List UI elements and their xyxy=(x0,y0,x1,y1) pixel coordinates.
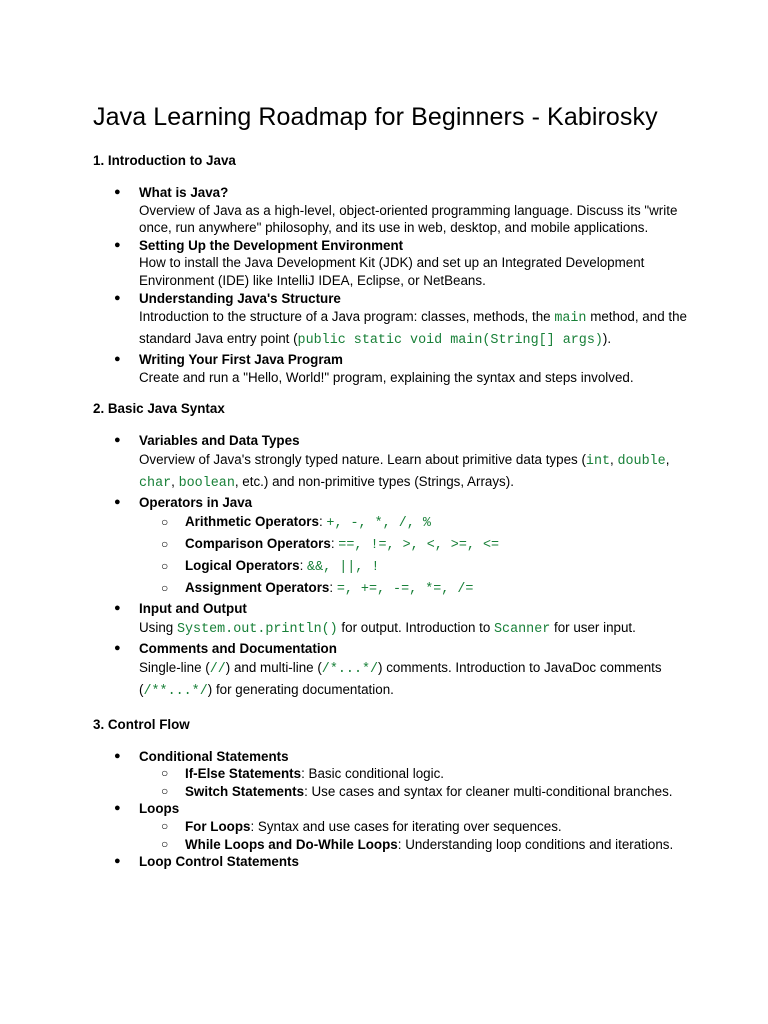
sub-item-label: Arithmetic Operators xyxy=(185,513,319,529)
item-title: Understanding Java's Structure xyxy=(139,290,341,306)
sub-list-item xyxy=(139,578,693,600)
sub-list-item xyxy=(139,765,693,783)
section-heading-introduction: 1. Introduction to Java xyxy=(93,153,236,168)
sub-bullet-icon: ○ xyxy=(161,836,169,851)
sub-list xyxy=(139,512,693,601)
section-heading-basic-syntax: 2. Basic Java Syntax xyxy=(93,401,225,417)
code-snippet: boolean xyxy=(178,475,235,491)
sub-list xyxy=(139,818,693,853)
sub-item-label: Assignment Operators xyxy=(185,580,330,596)
item-title: Operators in Java xyxy=(139,494,253,510)
text-run: , etc.) and non-primitive types (Strings, Arrays). xyxy=(234,473,514,489)
text-run: ) comments. Introduction to JavaDoc comments ( xyxy=(139,659,662,697)
sub-list-item xyxy=(139,818,693,836)
section-list-basic-syntax xyxy=(93,432,693,701)
item-title: What is Java? xyxy=(139,185,229,200)
sub-bullet-icon: ○ xyxy=(161,766,169,781)
list-item xyxy=(93,432,693,494)
item-description xyxy=(139,450,693,494)
sub-list-item xyxy=(139,783,693,801)
bullet-icon: ● xyxy=(114,238,121,251)
sub-item-label: While Loops and Do-While Loops xyxy=(185,836,398,852)
sub-bullet-icon: ○ xyxy=(161,558,169,573)
sub-item-label: If-Else Statements xyxy=(185,766,302,782)
list-item xyxy=(93,184,693,237)
item-title: Setting Up the Development Environment xyxy=(139,237,404,253)
bullet-icon: ● xyxy=(114,353,121,366)
item-description: Overview of Java as a high-level, object-oriented programming language. Discuss its "write once, run anywhere" philosophy, and its use in web, desktop, and mobile applications. xyxy=(139,202,678,236)
sub-bullet-icon: ○ xyxy=(161,783,169,798)
bullet-icon: ● xyxy=(114,434,121,447)
text-run: : xyxy=(318,513,327,529)
item-description xyxy=(139,618,693,640)
text-run: Overview of Java's strongly typed nature. Learn about primitive data types ( xyxy=(139,451,586,467)
item-description: Create and run a "Hello, World!" program, explaining the syntax and steps involved. xyxy=(139,369,634,385)
bullet-icon: ● xyxy=(114,186,121,198)
sub-item-text: : Use cases and syntax for cleaner multi-conditional branches. xyxy=(304,783,673,799)
section-list-control-flow xyxy=(93,748,693,871)
item-title: Loop Control Statements xyxy=(139,854,299,870)
list-item xyxy=(93,494,693,600)
text-run: Single-line ( xyxy=(139,659,210,675)
text-run: ) and multi-line ( xyxy=(225,659,322,675)
sub-item-label: Comparison Operators xyxy=(185,535,331,551)
code-snippet: System.out.println() xyxy=(176,621,338,637)
list-item xyxy=(93,800,693,853)
code-snippet: main xyxy=(554,311,587,327)
item-title: Loops xyxy=(139,801,180,817)
section-list-introduction xyxy=(93,184,693,386)
text-run: ) for generating documentation. xyxy=(207,681,394,697)
text-run: , xyxy=(171,473,179,489)
operators-code: =, +=, -=, *=, /= xyxy=(336,582,474,598)
sub-item-text: : Syntax and use cases for iterating over sequences. xyxy=(250,818,562,834)
document-page xyxy=(93,100,693,885)
text-run: , xyxy=(610,451,618,467)
item-description: How to install the Java Development Kit (JDK) and set up an Integrated Development Environment (IDE) like IntelliJ IDEA, Eclipse, or NetBeans. xyxy=(139,255,645,288)
bullet-icon: ● xyxy=(114,495,121,508)
sub-list-item xyxy=(139,836,693,854)
text-run: method, and the standard Java entry point ( xyxy=(139,309,687,347)
sub-item-text: : Basic conditional logic. xyxy=(301,766,445,782)
text-run: : xyxy=(330,535,339,551)
text-run: Introduction to the structure of a Java program: classes, methods, the xyxy=(139,309,555,325)
operators-code: ==, !=, >, <, >=, <= xyxy=(338,537,500,553)
code-snippet: char xyxy=(139,475,172,491)
bullet-icon: ● xyxy=(114,641,121,654)
item-description xyxy=(139,658,693,702)
list-item xyxy=(93,351,693,386)
sub-bullet-icon: ○ xyxy=(161,514,169,529)
text-run: : xyxy=(329,580,337,596)
item-title: Conditional Statements xyxy=(139,748,289,764)
sub-item-label: For Loops xyxy=(185,818,251,834)
list-item xyxy=(93,640,693,702)
sub-bullet-icon: ○ xyxy=(161,536,169,551)
list-item xyxy=(93,748,693,801)
item-title: Input and Output xyxy=(139,601,247,617)
bullet-icon: ● xyxy=(114,855,121,868)
bullet-icon: ● xyxy=(114,602,121,615)
code-snippet: // xyxy=(209,661,226,677)
bullet-icon: ● xyxy=(114,749,121,762)
operators-code: +, -, *, /, % xyxy=(326,515,431,531)
bullet-icon: ● xyxy=(114,802,121,815)
code-snippet: double xyxy=(617,453,666,469)
sub-item-text: : Understanding loop conditions and iterations. xyxy=(397,836,674,852)
list-item xyxy=(93,290,693,352)
document-title: Java Learning Roadmap for Beginners - Kabirosky xyxy=(93,103,658,131)
sub-item-label: Logical Operators xyxy=(185,557,300,573)
sub-list-item xyxy=(139,534,693,556)
code-snippet: /**...*/ xyxy=(143,683,208,699)
text-run: , xyxy=(665,451,670,467)
code-snippet: Scanner xyxy=(494,621,551,637)
operators-code: &&, ||, ! xyxy=(307,559,380,575)
item-title: Variables and Data Types xyxy=(139,433,300,449)
item-title: Writing Your First Java Program xyxy=(139,352,343,368)
list-item xyxy=(93,853,693,871)
sub-bullet-icon: ○ xyxy=(161,581,169,596)
item-description xyxy=(139,307,693,351)
sub-list-item xyxy=(139,556,693,578)
sub-list xyxy=(139,765,693,800)
sub-item-label: Switch Statements xyxy=(185,783,305,799)
text-run: ). xyxy=(602,331,612,347)
text-run: for user input. xyxy=(550,619,636,635)
text-run: for output. Introduction to xyxy=(337,619,495,635)
section-heading-control-flow: 3. Control Flow xyxy=(93,716,190,732)
bullet-icon: ● xyxy=(114,291,121,304)
item-title: Comments and Documentation xyxy=(139,640,337,656)
list-item xyxy=(93,237,693,290)
code-snippet: int xyxy=(585,453,611,469)
code-snippet: /*...*/ xyxy=(321,661,379,677)
text-run: Using xyxy=(139,619,177,635)
sub-list-item xyxy=(139,512,693,534)
list-item xyxy=(93,600,693,640)
sub-bullet-icon: ○ xyxy=(161,818,169,833)
text-run: : xyxy=(299,557,308,573)
code-snippet: public static void main(String[] args) xyxy=(297,333,603,349)
